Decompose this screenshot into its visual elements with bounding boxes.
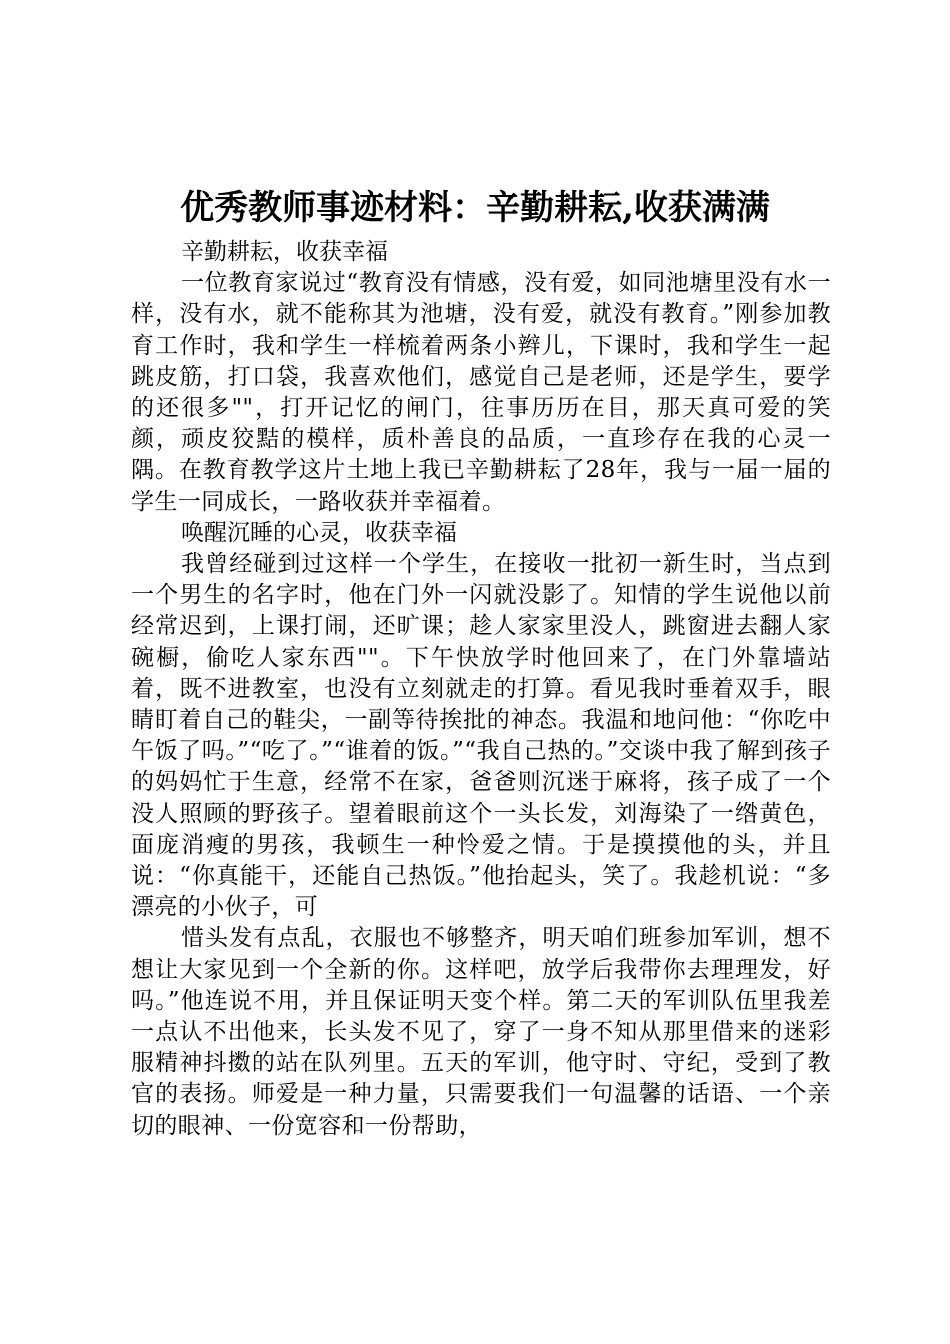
- paragraph: 惜头发有点乱，衣服也不够整齐，明天咱们班参加军训，想不想让大家见到一个全新的你。这样吧，放学后我带你去理理发，好吗。”他连说不用，并且保证明天变个样。第二天的军训队伍里我差一点认不出他来，长头发不见了，穿了一身不知从那里借来的迷彩服精神抖擞的站在队列里。五天的军训，他守时、守纪，受到了教官的表扬。师爱是一种力量，只需要我们一句温馨的话语、一个亲切的眼神、一份宽容和一份帮助，: [131, 925, 831, 1139]
- paragraph: 一位教育家说过“教育没有情感，没有爱，如同池塘里没有水一样，没有水，就不能称其为池塘，没有爱，就没有教育。”刚参加教育工作时，我和学生一样梳着两条小辫儿，下课时，我和学生一起跳皮筋，打口袋，我喜欢他们，感觉自己是老师，还是学生，要学的还很多""，打开记忆的闸门，往事历历在目，那天真可爱的笑颜，顽皮狡黠的模样，质朴善良的品质，一直珍存在我的心灵一隅。在教育教学这片土地上我已辛勤耕耘了28年，我与一届一届的学生一同成长，一路收获并幸福着。: [131, 270, 831, 515]
- document-body: [131, 237, 831, 1142]
- paragraph: 我曾经碰到过这样一个学生，在接收一批初一新生时，当点到一个男生的名字时，他在门外一闪就没影了。知情的学生说他以前经常迟到，上课打闹，还旷课；趁人家家里没人，跳窗进去翻人家碗橱，偷吃人家东西""。下午快放学时他回来了，在门外靠墙站着，既不进教室，也没有立刻就走的打算。看见我时垂着双手，眼睛盯着自己的鞋尖，一副等待挨批的神态。我温和地问他：“你吃中午饭了吗。”“吃了。”“谁着的饭。”“我自己热的。”交谈中我了解到孩子的妈妈忙于生意，经常不在家，爸爸则沉迷于麻将，孩子成了一个没人照顾的野孩子。望着眼前这个一头长发，刘海染了一绺黄色，面庞消瘦的男孩，我顿生一种怜爱之情。于是摸摸他的头，并且说：“你真能干，还能自己热饭。”他抬起头，笑了。我趁机说：“多漂亮的小伙子，可: [131, 551, 831, 921]
- document-title: 优秀教师事迹材料：辛勤耕耘,收获满满: [180, 188, 770, 228]
- section-heading: 唤醒沉睡的心灵，收获幸福: [181, 519, 457, 546]
- section-heading: 辛勤耕耘，收获幸福: [181, 239, 388, 265]
